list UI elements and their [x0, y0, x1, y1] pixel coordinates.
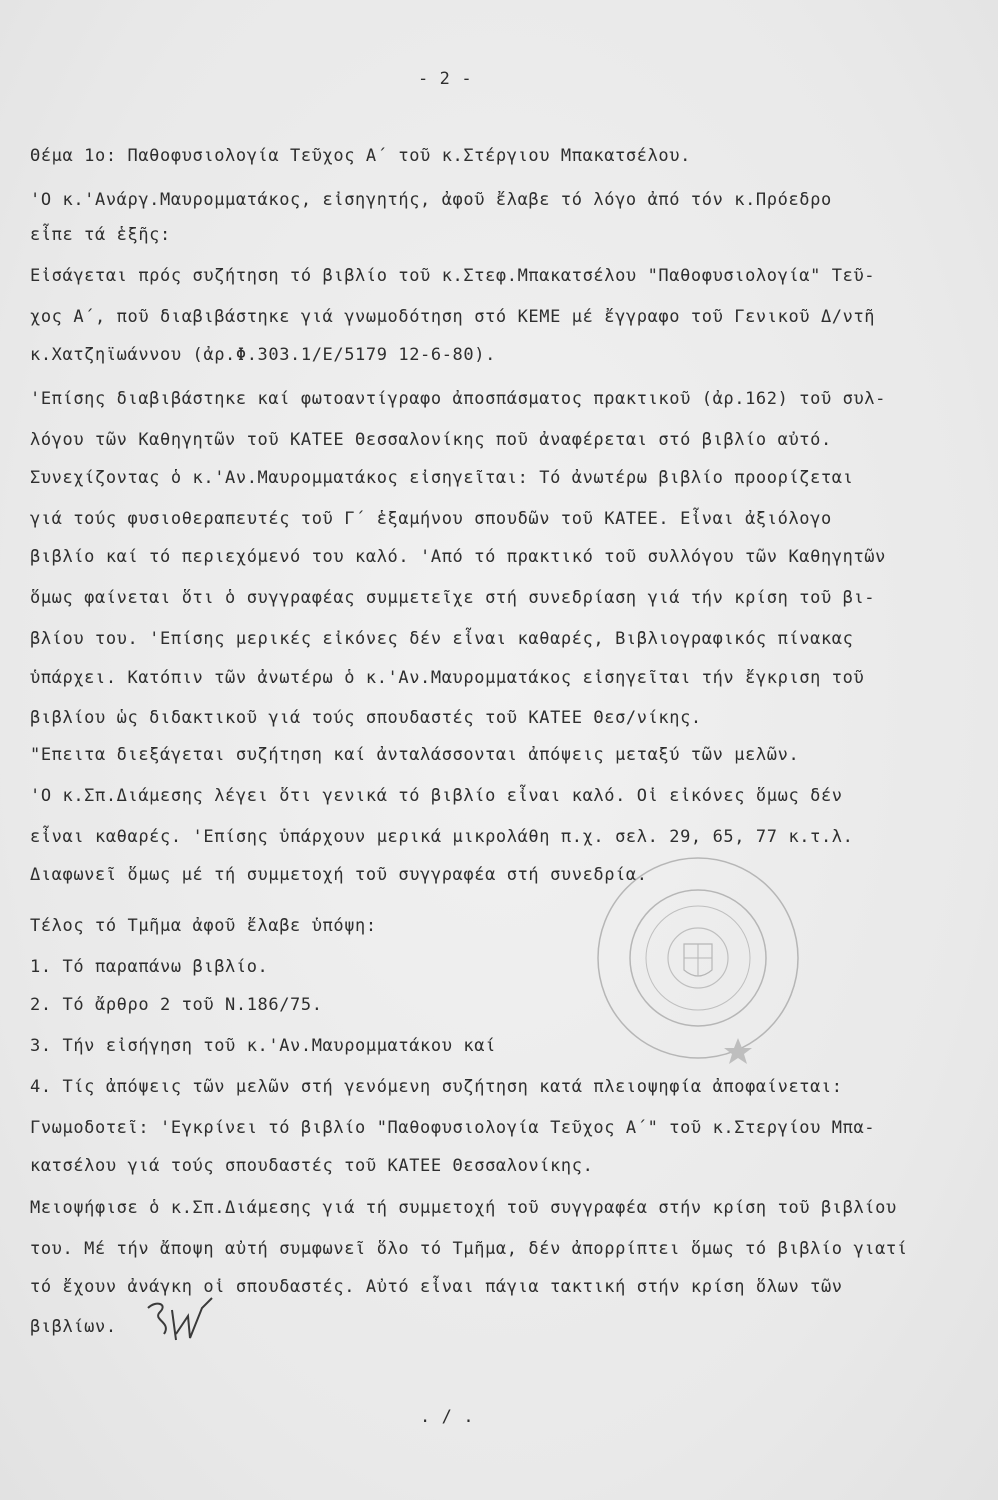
text-line-18: εἶναι καθαρές. 'Επίσης ὑπάρχουν μερικά μικρολάθη π.χ. σελ. 29, 65, 77 κ.τ.λ.	[30, 827, 854, 847]
text-line-8: λόγου τῶν Καθηγητῶν τοῦ ΚΑΤΕΕ Θεσσαλονίκης ποῦ ἀναφέρεται στό βιβλίο αὐτό.	[30, 430, 832, 450]
text-line-3: εἶπε τά ἑξῆς:	[30, 225, 171, 245]
text-line-1: Θέμα 1ο: Παθοφυσιολογία Τεῦχος Α΄ τοῦ κ.Στέργιου Μπακατσέλου.	[30, 146, 691, 166]
text-line-12: ὅμως φαίνεται ὅτι ὁ συγγραφέας συμμετεῖχε στή συνεδρίαση γιά τήν κρίση τοῦ βι-	[30, 588, 876, 608]
page-number-bottom: . / .	[420, 1407, 475, 1427]
text-line-14: ὑπάρχει. Κατόπιν τῶν ἀνωτέρω ὁ κ.'Αν.Μαυρομματάκος εἰσηγεῖται τήν ἔγκριση τοῦ	[30, 668, 865, 688]
signature	[142, 1294, 220, 1358]
page-number-top: - 2 -	[418, 69, 473, 89]
text-line-20: Τέλος τό Τμῆμα ἀφοῦ ἔλαβε ὑπόψη:	[30, 916, 377, 936]
text-line-9: Συνεχίζοντας ὁ κ.'Αν.Μαυρομματάκος εἰσηγεῖται: Τό ἀνωτέρω βιβλίο προορίζεται	[30, 468, 854, 488]
text-line-27: Μειοψήφισε ὁ κ.Σπ.Διάμεσης γιά τή συμμετοχή τοῦ συγγραφέα στήν κρίση τοῦ βιβλίου	[30, 1198, 897, 1218]
text-line-2: 'Ο κ.'Ανάργ.Μαυρομματάκος, εἰσηγητής, ἀφοῦ ἔλαβε τό λόγο ἀπό τόν κ.Πρόεδρο	[30, 190, 832, 210]
text-line-17: 'Ο κ.Σπ.Διάμεσης λέγει ὅτι γενικά τό βιβλίο εἶναι καλό. Οἱ εἰκόνες ὅμως δέν	[30, 786, 843, 806]
text-line-23: 3. Τήν εἰσήγηση τοῦ κ.'Αν.Μαυρομματάκου καί	[30, 1036, 496, 1056]
text-line-19: Διαφωνεῖ ὅμως μέ τή συμμετοχή τοῦ συγγραφέα στή συνεδρία.	[30, 865, 648, 885]
text-line-13: βλίου του. 'Επίσης μερικές εἰκόνες δέν εἶναι καθαρές, Βιβλιογραφικός πίνακας	[30, 629, 854, 649]
text-line-6: κ.Χατζηϊωάννου (ἀρ.Φ.303.1/Ε/5179 12-6-80).	[30, 345, 496, 365]
text-line-15: βιβλίου ὡς διδακτικοῦ γιά τούς σπουδαστές τοῦ ΚΑΤΕΕ Θεσ/νίκης.	[30, 708, 702, 728]
official-stamp	[588, 848, 808, 1068]
text-line-25: Γνωμοδοτεῖ: 'Εγκρίνει τό βιβλίο "Παθοφυσιολογία Τεῦχος Α΄" τοῦ κ.Στεργίου Μπα-	[30, 1118, 876, 1138]
text-line-29: τό ἔχουν ἀνάγκη οἱ σπουδαστές. Αὐτό εἶναι πάγια τακτική στήν κρίση ὅλων τῶν	[30, 1277, 843, 1297]
text-line-4: Εἰσάγεται πρός συζήτηση τό βιβλίο τοῦ κ.Στεφ.Μπακατσέλου "Παθοφυσιολογία" Τεῦ-	[30, 266, 876, 286]
text-line-28: του. Μέ τήν ἄποψη αὐτή συμφωνεῖ ὅλο τό Τμῆμα, δέν ἀπορρίπτει ὅμως τό βιβλίο γιατί	[30, 1239, 908, 1259]
text-line-16: "Επειτα διεξάγεται συζήτηση καί ἀνταλάσσονται ἀπόψεις μεταξύ τῶν μελῶν.	[30, 745, 800, 765]
text-line-30: βιβλίων.	[30, 1317, 117, 1337]
text-line-26: κατσέλου γιά τούς σπουδαστές τοῦ ΚΑΤΕΕ Θεσσαλονίκης.	[30, 1156, 594, 1176]
text-line-10: γιά τούς φυσιοθεραπευτές τοῦ Γ΄ ἑξαμήνου σπουδῶν τοῦ ΚΑΤΕΕ. Εἶναι ἀξιόλογο	[30, 509, 832, 529]
text-line-11: βιβλίο καί τό περιεχόμενό του καλό. 'Από τό πρακτικό τοῦ συλλόγου τῶν Καθηγητῶν	[30, 547, 886, 567]
text-line-21: 1. Τό παραπάνω βιβλίο.	[30, 957, 269, 977]
text-line-7: 'Επίσης διαβιβάστηκε καί φωτοαντίγραφο ἀποσπάσματος πρακτικοῦ (ἀρ.162) τοῦ συλ-	[30, 389, 886, 409]
text-line-24: 4. Τίς ἀπόψεις τῶν μελῶν στή γενόμενη συζήτηση κατά πλειοψηφία ἀποφαίνεται:	[30, 1077, 843, 1097]
text-line-5: χος Α΄, ποῦ διαβιβάστηκε γιά γνωμοδότηση στό ΚΕΜΕ μέ ἔγγραφο τοῦ Γενικοῦ Δ/ντῆ	[30, 307, 876, 327]
text-line-22: 2. Τό ἄρθρο 2 τοῦ Ν.186/75.	[30, 995, 323, 1015]
